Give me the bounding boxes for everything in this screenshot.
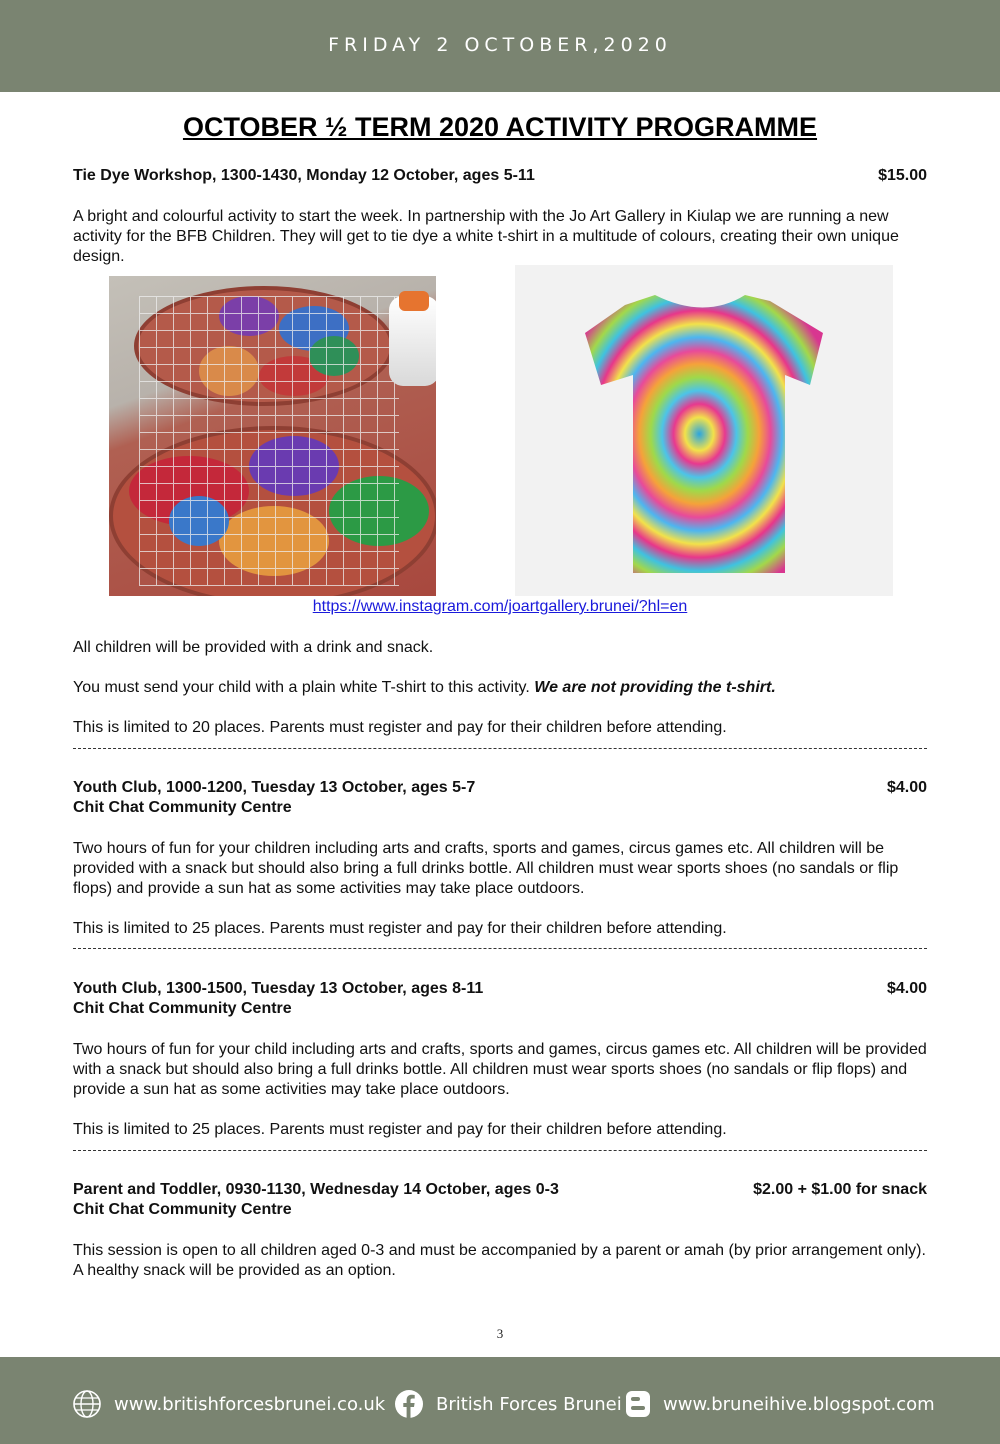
youth-club-2-price: $4.00 [886,980,927,997]
parent-toddler-heading: Parent and Toddler, 0930-1130, Wednesday 14 October, ages 0-3 [73,1181,559,1198]
page-number: 3 [496,1326,504,1341]
globe-icon [72,1389,102,1419]
footer-blog-text: www.bruneihive.blogspot.com [663,1393,935,1415]
page-title: OCTOBER ½ TERM 2020 ACTIVITY PROGRAMME [182,112,818,142]
instagram-link[interactable]: https://www.instagram.com/joartgallery.brunei/?hl=en [312,598,688,615]
parent-toddler-heading-row [73,1181,927,1199]
section-divider [73,1150,927,1151]
footer-website[interactable] [72,1389,385,1419]
parent-toddler-price: $2.00 + $1.00 for snack [753,1181,927,1198]
drink-snack-note: All children will be provided with a drink and snack. [73,639,434,656]
footer-bar [0,1357,1000,1444]
tie-dye-price: $15.00 [878,167,927,184]
blogger-icon [625,1389,651,1419]
tie-dye-description: A bright and colourful activity to start the week. In partnership with the Jo Art Gallery in Kiulap we are running a new activity for the BFB Children. They will get to tie dye a white t-shirt in a multitude of colours, creating their own unique design. [73,208,899,265]
youth-club-2-venue: Chit Chat Community Centre [73,1000,292,1017]
tie-dye-heading-row [73,167,927,185]
youth-club-1-heading-row [73,779,927,797]
tshirt-note-emphasis: We are not providing the t-shirt. [534,679,776,696]
footer-facebook-text: British Forces Brunei [436,1393,622,1415]
footer-facebook[interactable] [394,1389,622,1419]
youth-club-2-description: Two hours of fun for your child including arts and crafts, sports and games, circus games etc. All children will be provided with a snack but should also bring a full drinks bottle. All children must wear sports shoes (no sandals or flip flops) and provide a sun hat as some activities may take place outdoors. [73,1041,927,1098]
parent-toddler-description: This session is open to all children aged 0-3 and must be accompanied by a parent or amah (by prior arrangement only). A healthy snack will be provided as an option. [73,1242,926,1279]
section-divider [73,748,927,749]
youth-club-2-heading-row [73,980,927,998]
youth-club-2-limit: This is limited to 25 places. Parents must register and pay for their children before attending. [73,1121,727,1138]
youth-club-1-limit: This is limited to 25 places. Parents must register and pay for their children before attending. [73,920,727,937]
footer-website-text: www.britishforcesbrunei.co.uk [114,1393,386,1415]
parent-toddler-venue: Chit Chat Community Centre [73,1201,292,1218]
tie-dye-tshirt-image [515,265,893,596]
youth-club-2-heading: Youth Club, 1300-1500, Tuesday 13 October, ages 8-11 [73,980,484,997]
footer-blog[interactable] [625,1389,935,1419]
header-date: FRIDAY 2 OCTOBER,2020 [328,34,672,56]
header-bar [0,0,1000,92]
youth-club-1-description: Two hours of fun for your children including arts and crafts, sports and games, circus games etc. All children will be provided with a snack but should also bring a full drinks bottle. All children must wear sports shoes (no sandals or flip flops) and provide a sun hat as some activities may take place outdoors. [73,840,899,897]
youth-club-1-heading: Youth Club, 1000-1200, Tuesday 13 October, ages 5-7 [73,779,476,796]
section-divider [73,948,927,949]
youth-club-1-price: $4.00 [886,779,927,796]
tie-dye-limit: This is limited to 20 places. Parents must register and pay for their children before attending. [73,719,727,736]
tie-dye-workshop-photo [109,276,436,596]
facebook-icon [394,1389,424,1419]
tshirt-note-text: You must send your child with a plain white T-shirt to this activity. [73,679,530,696]
youth-club-1-venue: Chit Chat Community Centre [73,799,292,816]
tshirt-note [73,678,927,698]
tie-dye-heading: Tie Dye Workshop, 1300-1430, Monday 12 October, ages 5-11 [73,167,535,184]
